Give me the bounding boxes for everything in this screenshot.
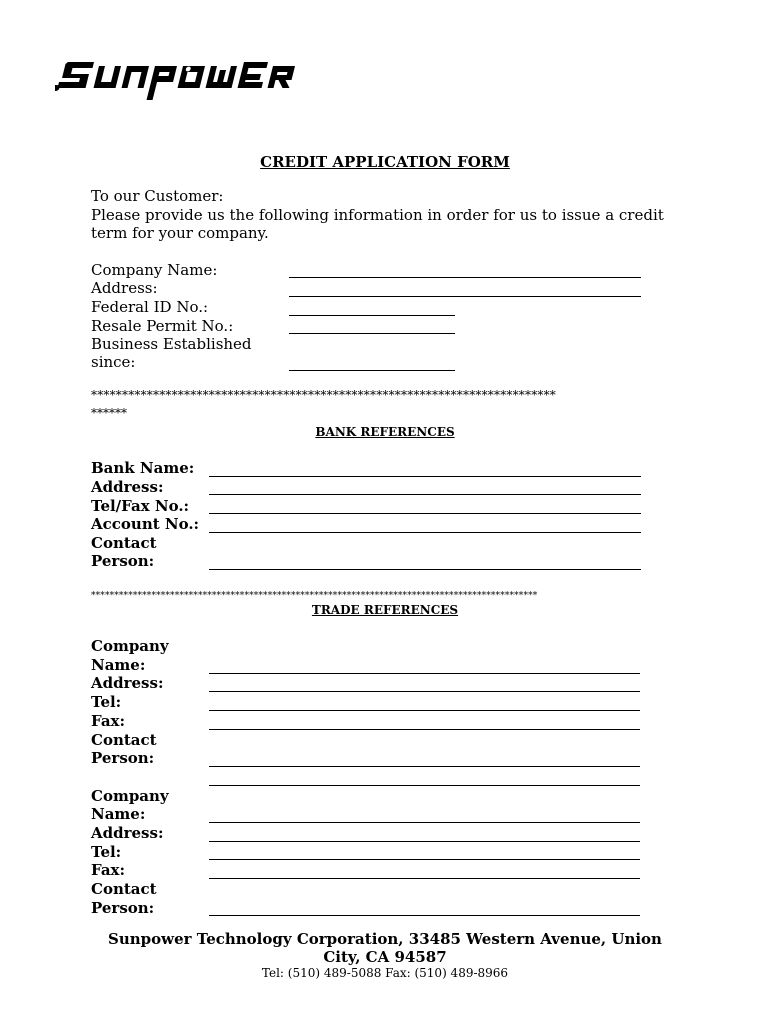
trade1-tel-field[interactable] — [209, 710, 640, 711]
bank-contact-field[interactable] — [209, 569, 641, 570]
resale-permit-field[interactable] — [289, 333, 455, 334]
trade1-address-label: Address: — [91, 674, 164, 692]
footer-address-line-2: City, CA 94587 — [323, 948, 447, 966]
business-established-field[interactable] — [289, 370, 455, 371]
trade2-address-field[interactable] — [209, 841, 640, 842]
business-established-label-2: since: — [91, 353, 136, 371]
federal-id-label: Federal ID No.: — [91, 298, 209, 316]
trade1-fax-field[interactable] — [209, 729, 640, 730]
bank-contact-label-2: Person: — [91, 552, 155, 570]
trade2-fax-label: Fax: — [91, 861, 126, 879]
trade1-address-field[interactable] — [209, 691, 640, 692]
bank-tel-fax-field[interactable] — [209, 513, 641, 514]
address-field[interactable] — [289, 296, 641, 297]
bank-account-field[interactable] — [209, 532, 641, 533]
federal-id-field[interactable] — [289, 315, 455, 316]
trade2-company-field[interactable] — [209, 822, 640, 823]
bank-tel-fax-label: Tel/Fax No.: — [91, 497, 190, 515]
trade2-contact-label-2: Person: — [91, 899, 155, 917]
separator-stars-1a: *************************************************************************** — [91, 388, 556, 402]
company-name-label: Company Name: — [91, 261, 218, 279]
bank-contact-label-1: Contact — [91, 534, 157, 552]
sunpower-logo-mark — [55, 58, 300, 104]
footer-address-line-1: Sunpower Technology Corporation, 33485 Western Avenue, Union — [108, 930, 662, 948]
separator-stars-1b: ****** — [91, 406, 127, 420]
trade1-company-label-1: Company — [91, 637, 169, 655]
trade2-company-label-2: Name: — [91, 805, 146, 823]
trade2-tel-label: Tel: — [91, 843, 122, 861]
trade1-contact-label-1: Contact — [91, 731, 157, 749]
trade1-fax-label: Fax: — [91, 712, 126, 730]
bank-address-label: Address: — [91, 478, 164, 496]
bank-references-heading: BANK REFERENCES — [315, 425, 455, 439]
trade1-contact-field[interactable] — [209, 766, 640, 767]
address-label: Address: — [91, 279, 158, 297]
trade1-company-label-2: Name: — [91, 656, 146, 674]
trade2-address-label: Address: — [91, 824, 164, 842]
trade1-tel-label: Tel: — [91, 693, 122, 711]
bank-address-field[interactable] — [209, 494, 641, 495]
trade1-company-field[interactable] — [209, 673, 640, 674]
company-name-field[interactable] — [289, 277, 641, 278]
sunpower-logo — [55, 58, 300, 108]
bank-name-label: Bank Name: — [91, 459, 195, 477]
intro-line-1: Please provide us the following information in order for us to issue a credit — [91, 205, 664, 224]
trade1-extra-field[interactable] — [209, 785, 640, 786]
trade1-contact-label-2: Person: — [91, 749, 155, 767]
trade2-contact-field[interactable] — [209, 915, 640, 916]
bank-name-field[interactable] — [209, 476, 641, 477]
resale-permit-label: Resale Permit No.: — [91, 317, 234, 335]
form-title: CREDIT APPLICATION FORM — [260, 153, 510, 171]
trade2-fax-field[interactable] — [209, 878, 640, 879]
separator-stars-2: ************************************************************************************************ — [91, 591, 538, 601]
intro-line-2: term for your company. — [91, 224, 269, 242]
trade2-tel-field[interactable] — [209, 859, 640, 860]
bank-account-label: Account No.: — [91, 515, 200, 533]
trade-references-heading: TRADE REFERENCES — [311, 603, 459, 617]
footer-contact: Tel: (510) 489-5088 Fax: (510) 489-8966 — [261, 966, 509, 980]
trade2-contact-label-1: Contact — [91, 880, 157, 898]
trade2-company-label-1: Company — [91, 787, 169, 805]
intro-text — [91, 187, 691, 243]
intro-greeting: To our Customer: — [91, 187, 224, 205]
footer-address — [0, 930, 770, 966]
business-established-label-1: Business Established — [91, 335, 252, 353]
